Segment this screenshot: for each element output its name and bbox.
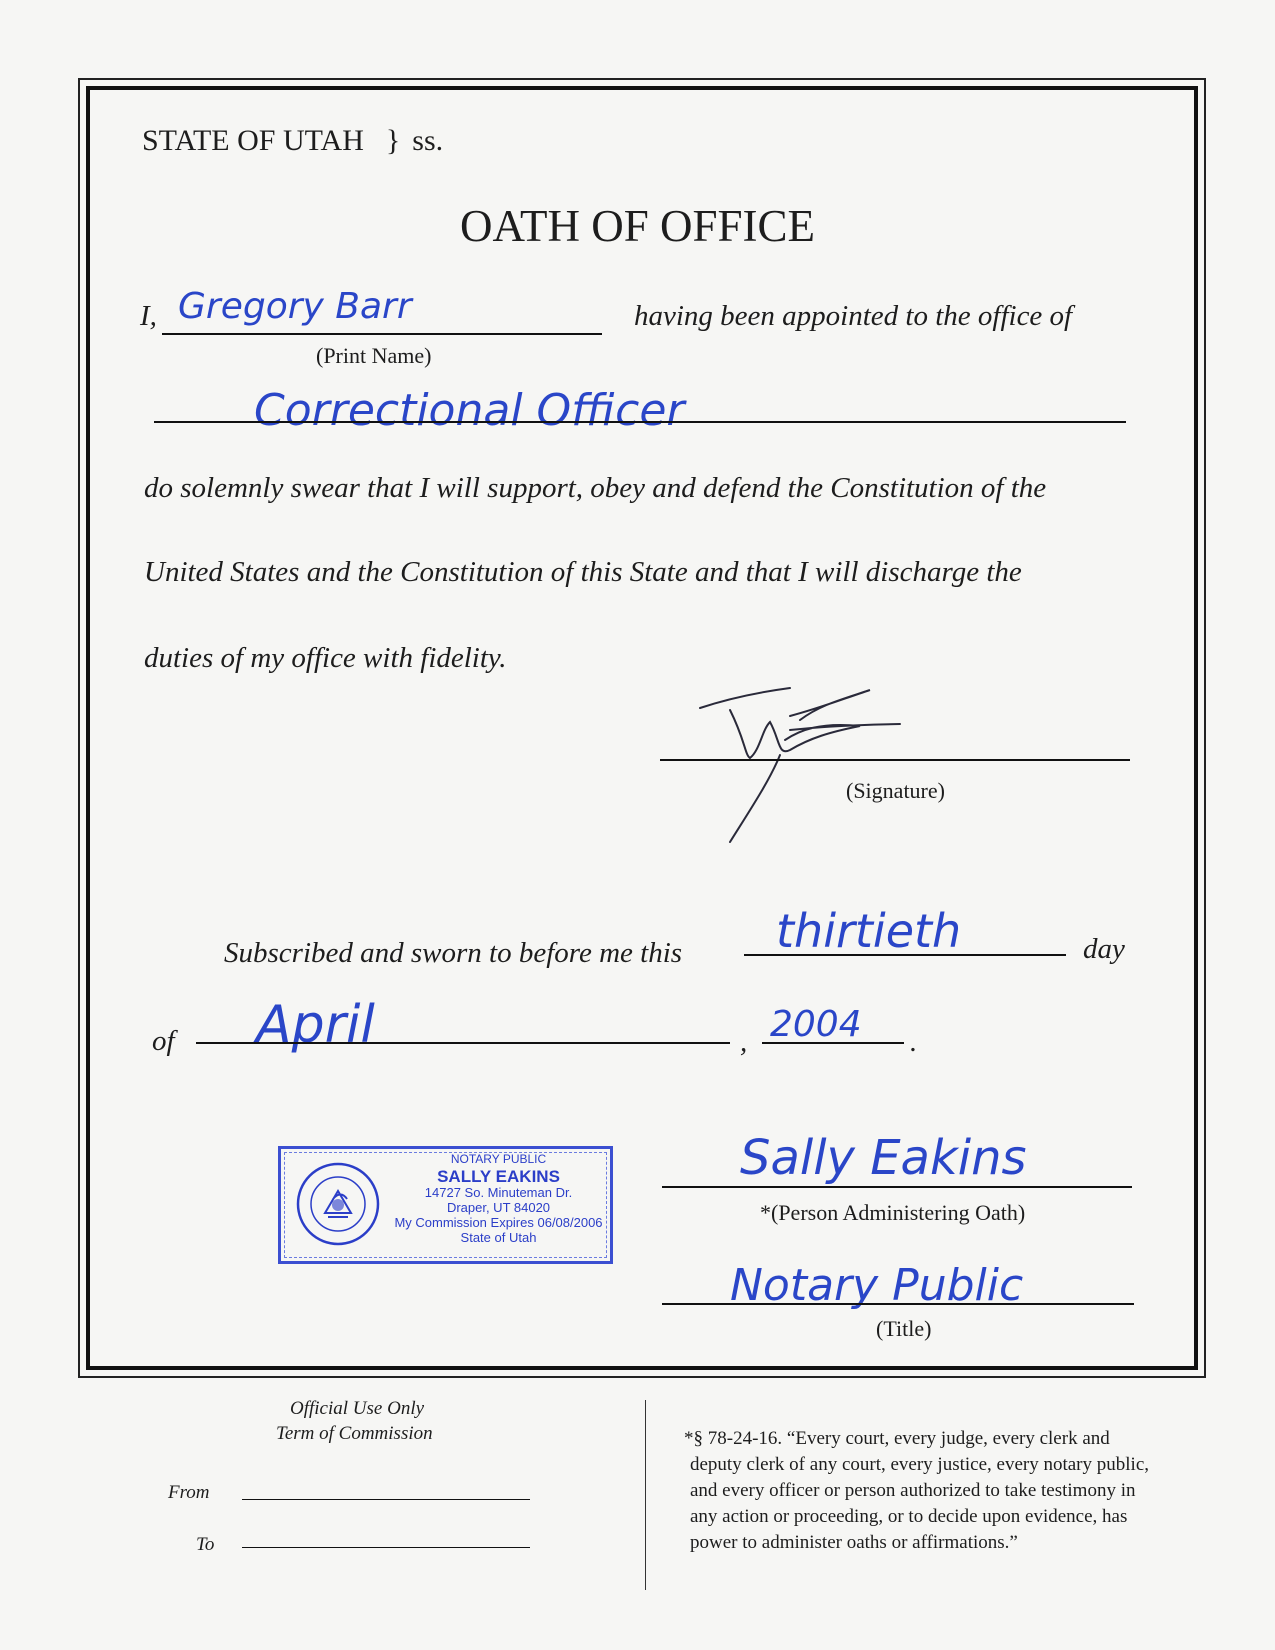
administrator-signature[interactable]: Sally Eakins <box>740 1130 1027 1186</box>
state-name: STATE OF UTAH <box>142 124 364 157</box>
to-label: To <box>196 1534 215 1555</box>
official-use-label: Official Use Only <box>290 1398 425 1419</box>
signature-line <box>660 759 1130 761</box>
appointed-text: having been appointed to the office of <box>634 300 1073 332</box>
of-word: of <box>152 1025 175 1057</box>
page-title: OATH OF OFFICE <box>459 201 816 251</box>
stamp-state: State of Utah <box>460 1230 537 1246</box>
month-line <box>196 1042 730 1044</box>
statute-line: *§ 78-24-16. “Every court, every judge, every clerk and <box>684 1428 1110 1449</box>
statute-line: and every officer or person authorized to take testimony in <box>690 1480 1136 1501</box>
date-comma: , <box>740 1026 748 1058</box>
year-line <box>762 1042 904 1044</box>
print-name-value[interactable]: Gregory Barr <box>178 286 412 327</box>
title-value[interactable]: Notary Public <box>730 1260 1024 1311</box>
ss-abbrev: ss. <box>412 124 444 157</box>
oath-prefix: I, <box>140 300 157 332</box>
term-label: Term of Commission <box>276 1423 433 1444</box>
date-period: . <box>910 1026 918 1058</box>
statute-line: any action or proceeding, or to decide upon evidence, has <box>690 1506 1128 1527</box>
inner-border <box>86 86 1198 1370</box>
notary-stamp <box>278 1146 613 1264</box>
day-line <box>744 954 1066 956</box>
stamp-address-1: 14727 So. Minuteman Dr. <box>424 1185 573 1201</box>
month-value[interactable]: April <box>256 995 375 1055</box>
print-name-line <box>162 333 602 335</box>
year-value[interactable]: 2004 <box>770 1004 862 1045</box>
signature-caption: (Signature) <box>846 778 945 803</box>
to-line[interactable] <box>242 1547 530 1548</box>
from-label: From <box>168 1482 210 1503</box>
office-line <box>154 421 1126 423</box>
stamp-text <box>391 1153 606 1246</box>
sworn-text: Subscribed and sworn to before me this <box>224 937 683 969</box>
statute-footnote <box>684 1426 1149 1556</box>
stamp-name: SALLY EAKINS <box>437 1166 560 1186</box>
state-heading <box>142 124 443 158</box>
oath-text-line-3: duties of my office with fidelity. <box>144 642 507 674</box>
stamp-heading: NOTARY PUBLIC <box>450 1152 547 1166</box>
oath-text-line-1: do solemnly swear that I will support, obey and defend the Constitution of the <box>144 472 1047 504</box>
footer-divider <box>645 1400 646 1590</box>
day-value[interactable]: thirtieth <box>776 904 962 958</box>
officer-signature <box>690 680 930 850</box>
title-caption: (Title) <box>876 1316 932 1341</box>
stamp-address-2: Draper, UT 84020 <box>446 1200 551 1216</box>
print-name-caption: (Print Name) <box>316 343 432 368</box>
utah-seal-icon <box>295 1161 381 1247</box>
day-word: day <box>1083 933 1125 965</box>
brace: } <box>385 124 401 157</box>
title-line <box>662 1303 1134 1305</box>
office-value[interactable]: Correctional Officer <box>254 385 685 436</box>
statute-line: deputy clerk of any court, every justice, every notary public, <box>690 1454 1149 1475</box>
administrator-line <box>662 1186 1132 1188</box>
statute-line: power to administer oaths or affirmations.” <box>690 1532 1018 1553</box>
administrator-caption: *(Person Administering Oath) <box>760 1200 1026 1225</box>
from-line[interactable] <box>242 1499 530 1500</box>
stamp-commission: My Commission Expires 06/08/2006 <box>394 1215 603 1231</box>
oath-text-line-2: United States and the Constitution of this State and that I will discharge the <box>144 556 1022 588</box>
